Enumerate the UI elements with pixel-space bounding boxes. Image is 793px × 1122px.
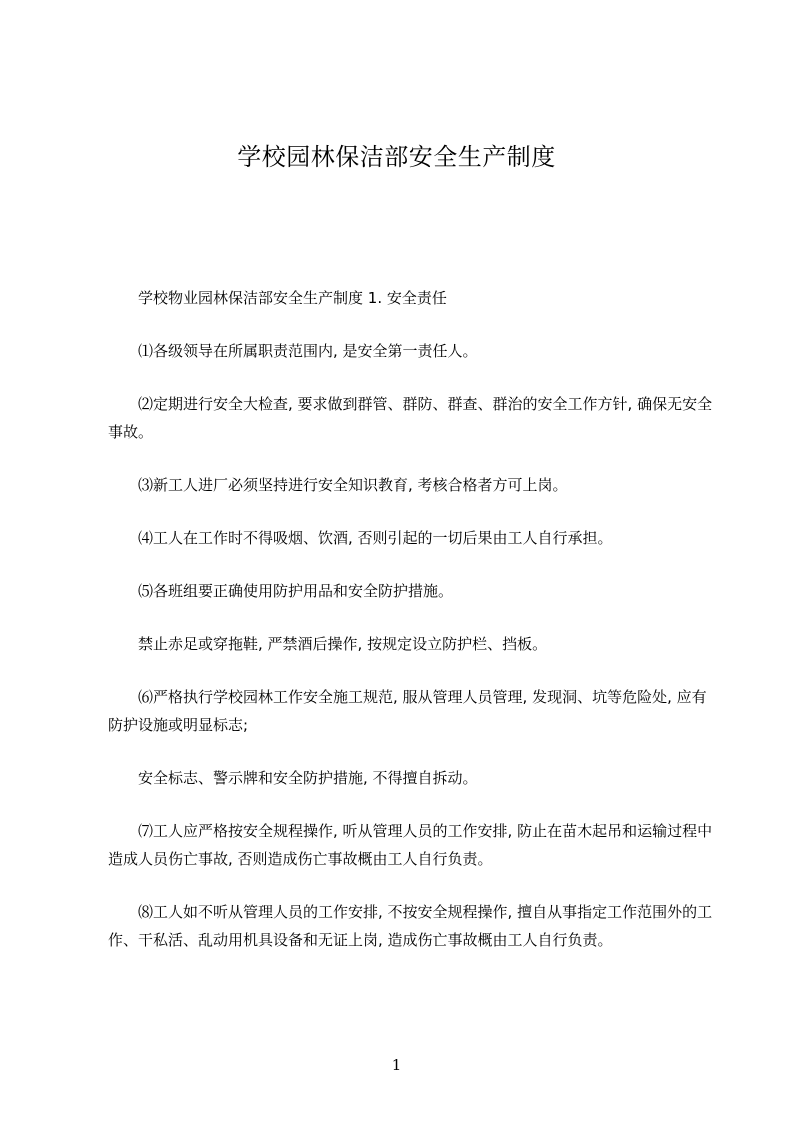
page-number: 1: [391, 1056, 402, 1074]
document-body: [108, 284, 720, 979]
paragraph-heading: 学校物业园林保洁部安全生产制度 1. 安全责任: [138, 289, 447, 307]
paragraph-item-6: ⑹严格执行学校园林工作安全施工规范, 服从管理人员管理, 发现洞、坑等危险处, 应有防护设施或明显标志;: [108, 688, 707, 734]
paragraph-item-8: ⑻工人如不听从管理人员的工作安排, 不按安全规程操作, 擅自从事指定工作范围外的工作、干私活、乱动用机具设备和无证上岗, 造成伤亡事故概由工人自行负责。: [108, 903, 713, 949]
paragraph-item-5-note: 禁止赤足或穿拖鞋, 严禁酒后操作, 按规定设立防护栏、挡板。: [138, 635, 548, 653]
paragraph-item-6-note: 安全标志、警示牌和安全防护措施, 不得擅自拆动。: [138, 769, 478, 787]
paragraph-item-3: ⑶新工人进厂必须坚持进行安全知识教育, 考核合格者方可上岗。: [138, 476, 568, 494]
paragraph-item-7: ⑺工人应严格按安全规程操作, 听从管理人员的工作安排, 防止在苗木起吊和运输过程中造成人员伤亡事故, 否则造成伤亡事故概由工人自行负责。: [108, 822, 713, 868]
paragraph-item-1: ⑴各级领导在所属职责范围内, 是安全第一责任人。: [138, 342, 478, 360]
paragraph-item-5: ⑸各班组要正确使用防护用品和安全防护措施。: [138, 582, 454, 600]
document-title: 学校园林保洁部安全生产制度: [237, 143, 556, 171]
paragraph-item-2: ⑵定期进行安全大检查, 要求做到群管、群防、群查、群治的安全工作方针, 确保无安全事故。: [108, 395, 713, 441]
paragraph-item-4: ⑷工人在工作时不得吸烟、饮酒, 否则引起的一切后果由工人自行承担。: [138, 529, 613, 547]
